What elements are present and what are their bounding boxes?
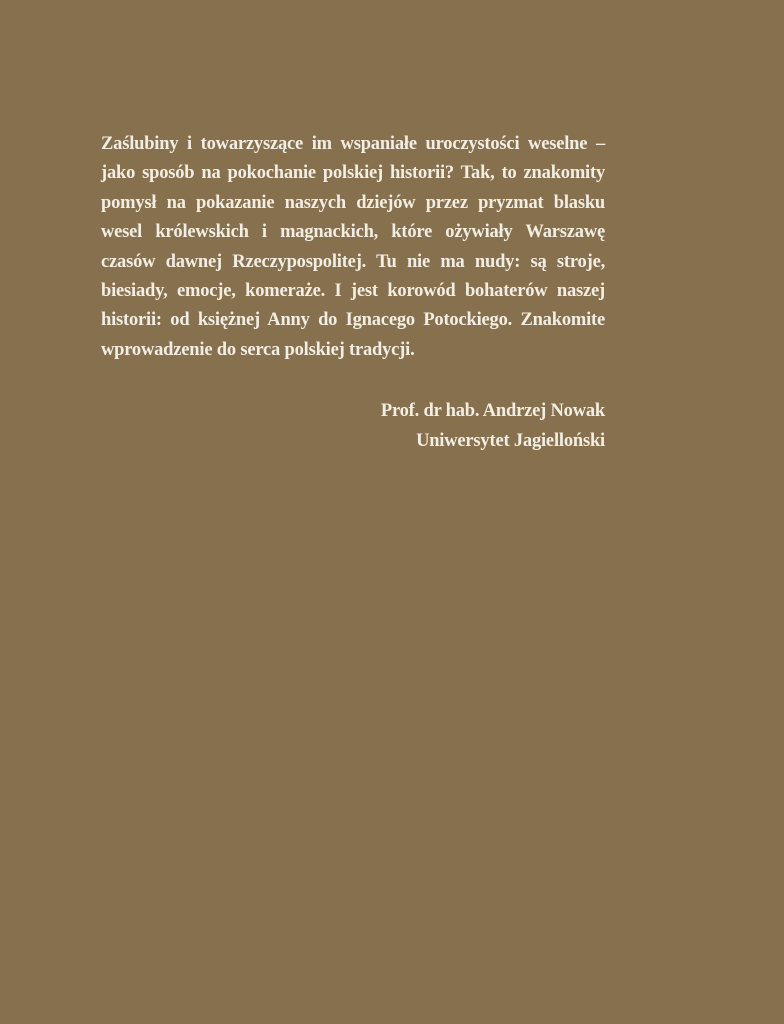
- review-line: historii: od księżnej Anny do Ignacego Potockiego. Znakomite: [101, 310, 605, 331]
- review-paragraph: [101, 130, 605, 365]
- review-line: Zaślubiny i towarzyszące im wspaniałe uroczystości weselne –: [101, 134, 605, 154]
- review-line: wprowadzenie do serca polskiej tradycji.: [101, 339, 415, 360]
- review-line: wesel królewskich i magnackich, które ożywiały Warszawę: [101, 222, 605, 243]
- review-line: czasów dawnej Rzeczypospolitej. Tu nie ma nudy: są stroje,: [101, 251, 605, 272]
- review-line: pomysł na pokazanie naszych dziejów przez pryzmat blasku: [101, 192, 605, 213]
- attribution-name: Prof. dr hab. Andrzej Nowak: [380, 401, 605, 422]
- attribution-affiliation: Uniwersytet Jagielloński: [416, 430, 605, 451]
- review-text-block: [101, 130, 605, 456]
- attribution-block: [101, 397, 605, 456]
- review-line: biesiady, emocje, komeraże. I jest korowód bohaterów naszej: [101, 281, 605, 302]
- review-line: jako sposób na pokochanie polskiej historii? Tak, to znakomity: [101, 163, 605, 184]
